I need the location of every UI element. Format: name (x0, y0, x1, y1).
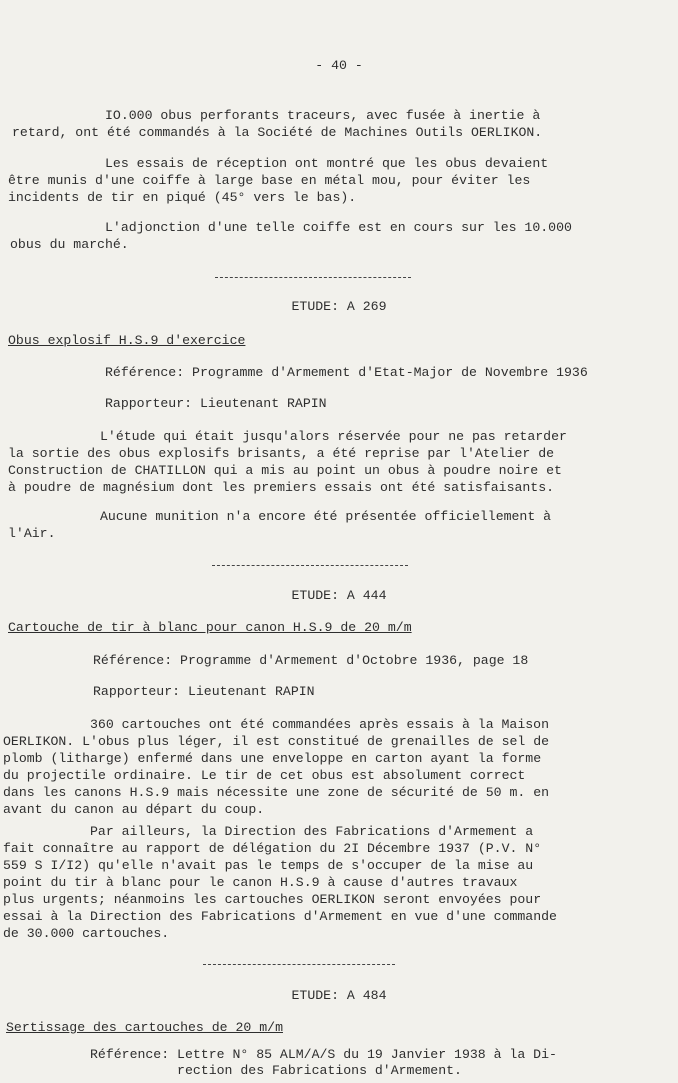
text-line: incidents de tir en piqué (45° vers le bas). (8, 190, 357, 205)
study-title: Obus explosif H.S.9 d'exercice (8, 333, 246, 348)
section-divider (212, 565, 408, 566)
study-reference: Référence: Programme d'Armement d'Octobre 1936, page 18 (93, 653, 529, 668)
section-divider (215, 277, 411, 278)
text-line: Référence: Lettre N° 85 ALM/A/S du 19 Janvier 1938 à la Di- (90, 1047, 557, 1062)
text-line: IO.000 obus perforants traceurs, avec fusée à inertie à (105, 108, 541, 123)
text-line: Aucune munition n'a encore été présentée officiellement à (100, 509, 552, 524)
text-line: retard, ont été commandés à la Société de Machines Outils OERLIKON. (12, 125, 543, 140)
text-line: plus urgents; néanmoins les cartouches OERLIKON seront envoyées pour (3, 892, 542, 907)
study-reference: Référence: Programme d'Armement d'Etat-Major de Novembre 1936 (105, 365, 588, 380)
text-line: Construction de CHATILLON qui a mis au point un obus à poudre noire et (8, 463, 562, 478)
text-line: essai à la Direction des Fabrications d'Armement en vue d'une commande (3, 909, 557, 924)
section-divider (203, 964, 395, 965)
text-line: 559 S I/I2) qu'elle n'avait pas le temps de s'occuper de la mise au (3, 858, 534, 873)
study-paragraph (3, 823, 557, 942)
text-line: point du tir à blanc pour le canon H.S.9 à cause d'autres travaux (3, 875, 518, 890)
study-reference (90, 1047, 557, 1079)
page-number: - 40 - (315, 58, 363, 73)
text-line: à poudre de magnésium dont les premiers essais ont été satisfaisants. (8, 480, 555, 495)
text-line: OERLIKON. L'obus plus léger, il est constitué de grenailles de sel de (3, 734, 550, 749)
study-paragraph (8, 508, 551, 542)
text-line: plomb (litharge) enfermé dans une enveloppe en carton ayant la forme (3, 751, 542, 766)
text-line: 360 cartouches ont été commandées après essais à la Maison (90, 717, 549, 732)
study-paragraph (8, 428, 567, 496)
text-line: du projectile ordinaire. Le tir de cet obus est absolument correct (3, 768, 526, 783)
intro-paragraph-1 (12, 107, 542, 141)
text-line: avant du canon au départ du coup. (3, 802, 265, 817)
intro-paragraph-2 (8, 155, 548, 206)
text-line: l'Air. (8, 526, 56, 541)
text-line: L'étude qui était jusqu'alors réservée pour ne pas retarder (100, 429, 567, 444)
study-title: Cartouche de tir à blanc pour canon H.S.9 de 20 m/m (8, 620, 412, 635)
study-label: ETUDE: A 444 (291, 588, 387, 603)
text-line: Par ailleurs, la Direction des Fabrications d'Armement a (90, 824, 534, 839)
text-line: dans les canons H.S.9 mais nécessite une zone de sécurité de 50 m. en (3, 785, 550, 800)
study-label: ETUDE: A 269 (291, 299, 387, 314)
text-line: rection des Fabrications d'Armement. (90, 1063, 462, 1078)
study-rapporteur: Rapporteur: Lieutenant RAPIN (93, 684, 315, 699)
text-line: L'adjonction d'une telle coiffe est en cours sur les 10.000 (105, 220, 572, 235)
text-line: la sortie des obus explosifs brisants, a été reprise par l'Atelier de (8, 446, 555, 461)
intro-paragraph-3 (10, 219, 572, 253)
study-label: ETUDE: A 484 (291, 988, 387, 1003)
text-line: fait connaître au rapport de délégation du 2I Décembre 1937 (P.V. N° (3, 841, 542, 856)
study-paragraph (3, 716, 549, 818)
text-line: être munis d'une coiffe à large base en métal mou, pour éviter les (8, 173, 531, 188)
text-line: Les essais de réception ont montré que les obus devaient (105, 156, 549, 171)
study-rapporteur: Rapporteur: Lieutenant RAPIN (105, 396, 327, 411)
text-line: obus du marché. (10, 237, 129, 252)
text-line: de 30.000 cartouches. (3, 926, 170, 941)
study-title: Sertissage des cartouches de 20 m/m (6, 1020, 283, 1035)
